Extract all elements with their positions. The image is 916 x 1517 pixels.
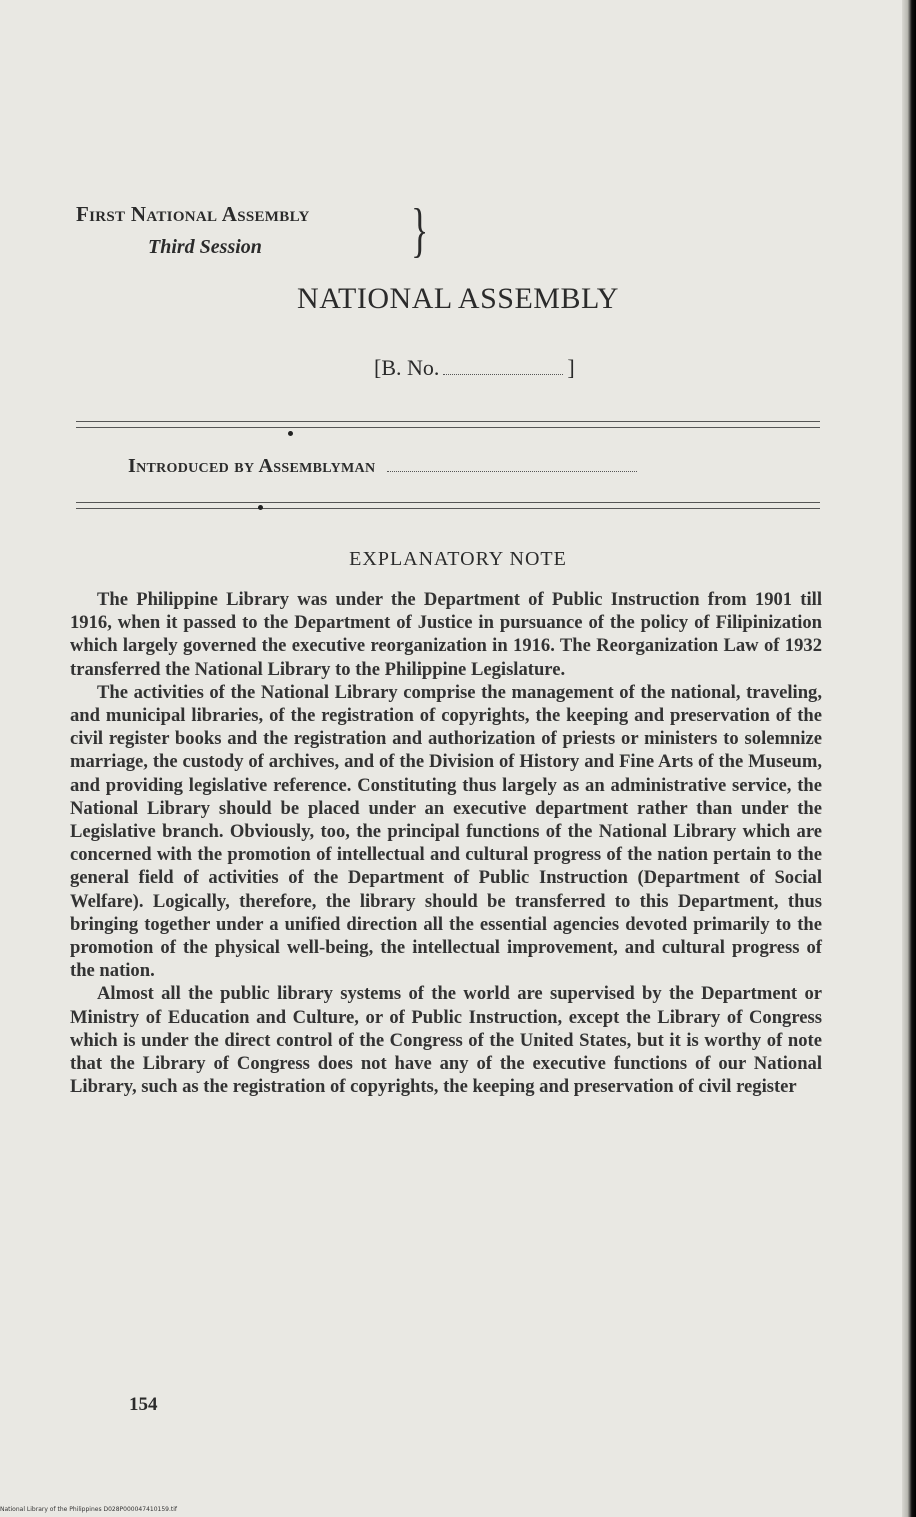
page-edge-shadow — [902, 0, 916, 1517]
bill-number-blank — [443, 358, 563, 375]
introduced-by — [128, 455, 637, 478]
explanatory-note-title: EXPLANATORY NOTE — [349, 548, 567, 570]
paragraph: The Philippine Library was under the Department of Public Instruction from 1901 till 1916, when it passed to the Department of Justice in pursuance of the policy of Filipinization which largely governed the executive reorganization in 1916. The Reorganization Law of 1932 transferred the National Library to the Philippine Legislature. — [70, 589, 822, 680]
divider-top — [76, 421, 820, 422]
assemblyman-blank — [387, 457, 637, 472]
paragraph: Almost all the public library systems of the world are supervised by the Department or Ministry of Education and Culture, or of Public Instruction, except the Library of Congress which is under the direct control of the Congress of the United States, but it is worthy of note that the Library of Congress does not have any of the executive functions of our National Library, such as the registration of copyrights, the keeping and preservation of civil register — [70, 983, 822, 1098]
bill-suffix: ] — [567, 355, 575, 380]
introduced-label: Introduced by Assemblyman — [128, 455, 376, 477]
paragraph: The activities of the National Library comprise the management of the national, traveling, and municipal libraries, of the registration of copyrights, the keeping and preservation of the civil register books and the registration and authorization of priests or ministers to solemnize marriage, the custody of archives, and of the Division of History and Fine Arts of the Museum, and providing legislative reference. Constituting thus largely as an administrative service, the National Library should be placed under an executive department rather than under the Legislative branch. Obviously, too, the principal functions of the National Library which are concerned with the promotion of intellectual and cultural progress of the nation pertain to the general field of activities of the Department of Public Instruction (Department of Social Welfare). Logically, therefore, the library should be transferred to this Department, thus bringing together under a unified direction all the essential agencies devoted primarily to the promotion of the physical well-being, the intellectual improvement, and cultural progress of the nation. — [70, 681, 822, 982]
scan-footer: National Library of the Philippines D028P000047410159.tif — [0, 1506, 178, 1513]
session-line: Third Session — [148, 236, 262, 258]
bill-number — [374, 355, 575, 381]
session-header — [76, 198, 476, 268]
divider-bottom — [76, 502, 820, 503]
assembly-line: First National Assembly — [76, 202, 310, 226]
bill-prefix: [B. No. — [374, 355, 440, 380]
page-title: NATIONAL ASSEMBLY — [297, 282, 619, 315]
divider-dot — [288, 431, 293, 436]
divider-dot — [258, 505, 263, 510]
page-number: 154 — [129, 1394, 158, 1415]
explanatory-note-body — [70, 588, 822, 1098]
brace-glyph: } — [411, 197, 429, 263]
